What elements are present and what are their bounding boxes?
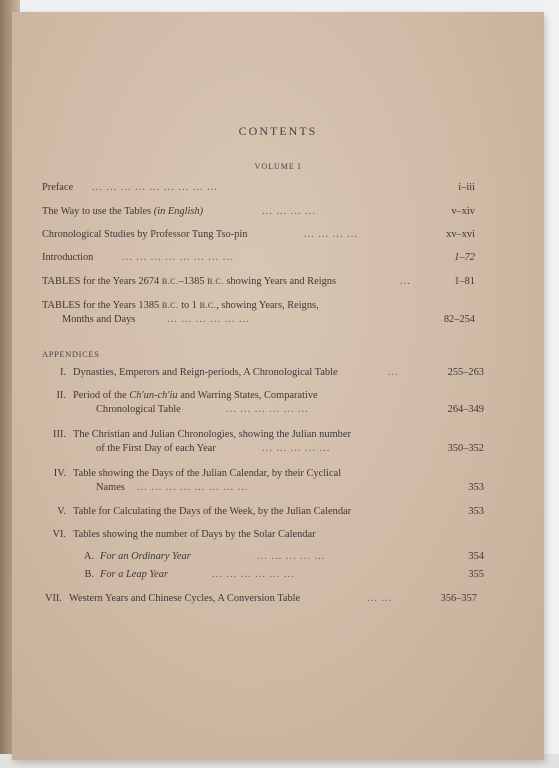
leader-dots: ... ... (367, 593, 393, 604)
page-number: i–iii (458, 182, 475, 193)
leader-dots: ... ... ... ... ... ... ... ... (122, 252, 234, 263)
appendix-number: VI. (52, 529, 66, 540)
volume-heading: VOLUME I (254, 162, 302, 171)
appendix-title: Tables showing the number of Days by the Solar Calendar (73, 529, 316, 540)
leader-dots: ... (400, 276, 411, 287)
appendix-title-line1: The Christian and Julian Chronologies, showing the Julian number (73, 429, 351, 440)
page-number: xv–xvi (446, 229, 475, 240)
page-number: 356–357 (440, 593, 477, 604)
book-page (12, 12, 544, 760)
page-number: 354 (468, 551, 484, 562)
appendix-title-line1: Table showing the Days of the Julian Calendar, by their Cyclical (73, 468, 342, 479)
entry-title-line2: Months and Days (62, 314, 136, 325)
page-number: 264–349 (447, 404, 484, 415)
contents-title: CONTENTS (238, 124, 318, 138)
page-number: 82–254 (443, 314, 475, 325)
sub-item-letter: A. (83, 551, 94, 562)
background-right (543, 0, 559, 768)
leader-dots: ... ... ... ... ... ... (226, 404, 309, 415)
entry-title: The Way to use the Tables (in English) (42, 206, 204, 217)
sub-item-title: For a Leap Year (100, 569, 169, 580)
appendix-title-line2: of the First Day of each Year (96, 443, 216, 454)
leader-dots: ... ... ... ... (304, 229, 358, 240)
appendix-number: VII. (44, 593, 62, 604)
leader-dots: ... ... ... ... ... ... (167, 314, 250, 325)
appendix-number: III. (53, 429, 66, 440)
page-number: 1–81 (454, 276, 475, 287)
page-number: v–xiv (451, 206, 475, 217)
sub-item-title: For an Ordinary Year (100, 551, 191, 562)
page-number: 255–263 (447, 367, 484, 378)
appendix-title-line1: Period of the Ch'un-ch'iu and Warring States, Comparative (73, 390, 318, 401)
appendix-title-line2: Names (96, 482, 125, 493)
leader-dots: ... (388, 367, 399, 378)
leader-dots: ... ... ... ... ... (262, 443, 331, 454)
appendix-title-line2: Chronological Table (96, 404, 181, 415)
appendices-heading: APPENDICES (42, 349, 100, 359)
leader-dots: ... ... ... ... ... (257, 551, 326, 562)
page-number: 353 (468, 482, 484, 493)
appendix-number: II. (56, 390, 66, 401)
page-number: 350–352 (447, 443, 484, 454)
leader-dots: ... ... ... ... ... ... (212, 569, 295, 580)
appendix-number: I. (59, 367, 66, 378)
entry-title: Chronological Studies by Professor Tung Tso-pin (42, 229, 248, 240)
leader-dots: ... ... ... ... (262, 206, 316, 217)
entry-title: Introduction (42, 252, 94, 263)
page-number: 353 (468, 506, 484, 517)
entry-title: TABLES for the Years 2674 B.C.–1385 B.C. showing Years and Reigns (42, 276, 337, 287)
appendix-number: IV. (53, 468, 66, 479)
leader-dots: ... ... ... ... ... ... ... ... (137, 482, 249, 493)
page-number: 355 (468, 569, 484, 580)
appendix-title: Table for Calculating the Days of the Week, by the Julian Calendar (73, 506, 352, 517)
sub-item-letter: B. (84, 569, 94, 580)
appendix-number: V. (57, 506, 66, 517)
appendix-title: Western Years and Chinese Cycles, A Conversion Table (69, 593, 301, 604)
entry-title: Preface (42, 182, 74, 193)
page-number: 1–72 (454, 252, 475, 263)
appendix-title: Dynasties, Emperors and Reign-periods, A Chronological Table (73, 367, 338, 378)
leader-dots: ... ... ... ... ... ... ... ... ... (92, 182, 218, 193)
entry-title-line1: TABLES for the Years 1385 B.C. to 1 B.C., showing Years, Reigns, (42, 300, 319, 311)
